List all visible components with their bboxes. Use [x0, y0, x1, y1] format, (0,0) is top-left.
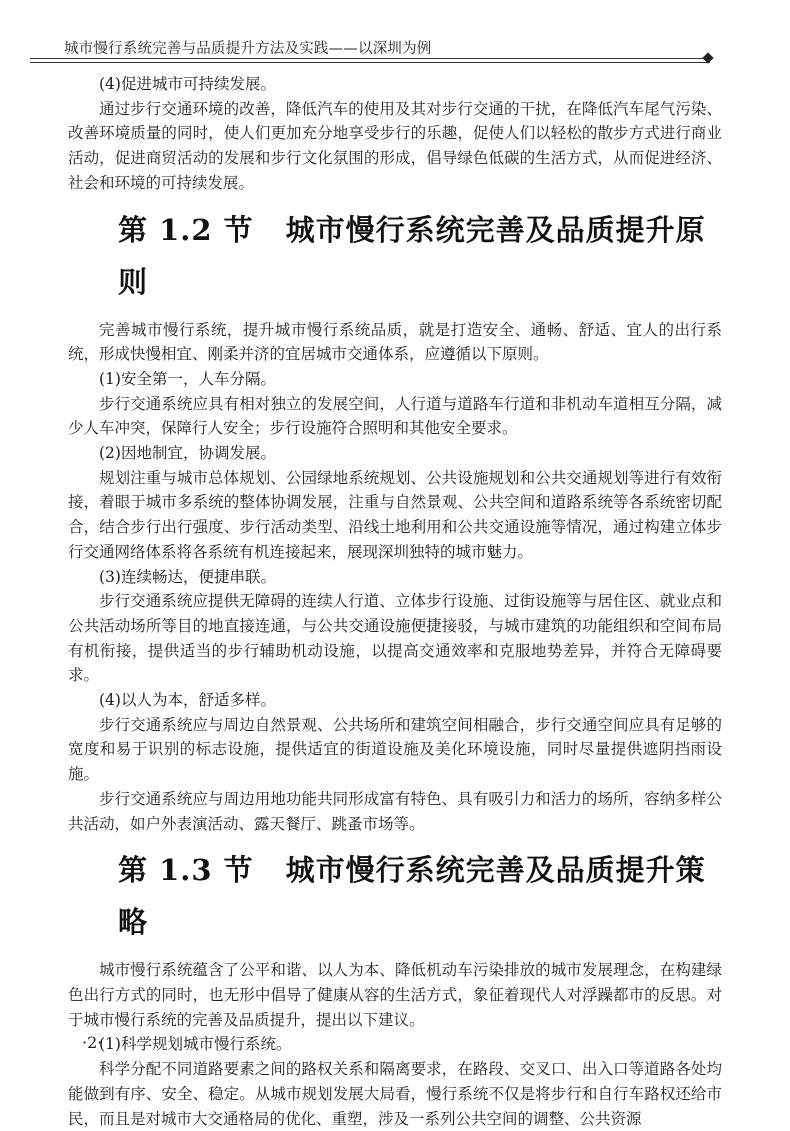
section-title: 城市慢行系统完善及品质提升原则 [118, 212, 706, 299]
page-number: ·2· [82, 1033, 103, 1052]
section-heading [68, 844, 722, 948]
section-number: 第 1.2 节 [118, 212, 254, 247]
list-item-heading: (1)安全第一，人车分隔。 [99, 369, 276, 388]
paragraph: 步行交通系统应与周边用地功能共同形成富有特色、具有吸引力和活力的场所，容纳多样公共活动，如户外表演活动、露天餐厅、跳蚤市场等。 [68, 789, 722, 833]
paragraph: 通过步行交通环境的改善，降低汽车的使用及其对步行交通的干扰，在降低汽车尾气污染、改善环境质量的同时，使人们更加充分地享受步行的乐趣，促使人们以轻松的散步方式进行商业活动，促进商贸活动的发展和步行文化氛围的形成，倡导绿色低碳的生活方式，从而促进经济、社会和环境的可持续发展。 [68, 99, 722, 192]
body-text [68, 72, 722, 1131]
paragraph: 城市慢行系统蕴含了公平和谐、以人为本、降低机动车污染排放的城市发展理念，在构建绿色出行方式的同时，也无形中倡导了健康从容的生活方式，象征着现代人对浮躁都市的反思。对于城市慢行系统的完善及品质提升，提出以下建议。 [68, 961, 722, 1029]
header-rule [30, 58, 710, 63]
list-item-heading: (4)促进城市可持续发展。 [99, 75, 276, 93]
list-item-heading: (2)因地制宜，协调发展。 [99, 444, 276, 463]
list-item-heading: (1)科学规划城市慢行系统。 [99, 1035, 292, 1054]
section-title: 城市慢行系统完善及品质提升策略 [118, 853, 706, 940]
list-item-heading: (3)连续畅达，便捷串联。 [99, 567, 276, 586]
paragraph: 步行交通系统应提供无障碍的连续人行道、立体步行设施、过街设施等与居住区、就业点和公共活动场所等目的地直接连通，与公共交通设施便捷接驳，与城市建筑的功能组织和空间布局有机衔接，提供适当的步行辅助机动设施，以提高交通效率和克服地势差异，并符合无障碍要求。 [68, 592, 722, 685]
running-header: 城市慢行系统完善与品质提升方法及实践——以深圳为例 [64, 41, 432, 57]
list-item-heading: (4)以人为本，舒适多样。 [99, 691, 276, 710]
paragraph: 规划注重与城市总体规划、公园绿地系统规划、公共设施规划和公共交通规划等进行有效衔接，着眼于城市多系统的整体协调发展，注重与自然景观、公共空间和道路系统等各系统密切配合，结合步行出行强度、步行活动类型、沿线土地利用和公共交通设施等情况，通过构建立体步行交通网络体系将各系统有机连接起来，展现深圳独特的城市魅力。 [68, 468, 722, 561]
section-heading [68, 204, 722, 308]
paragraph: 步行交通系统应具有相对独立的发展空间，人行道与道路车行道和非机动车道相互分隔，减少人车冲突，保障行人安全；步行设施符合照明和其他安全要求。 [68, 394, 722, 438]
section-number: 第 1.3 节 [118, 853, 254, 888]
paragraph: 完善城市慢行系统，提升城市慢行系统品质，就是打造安全、通畅、舒适、宜人的出行系统，形成快慢相宜、刚柔并济的宜居城市交通体系，应遵循以下原则。 [68, 320, 722, 364]
paragraph: 步行交通系统应与周边自然景观、公共场所和建筑空间相融合，步行交通空间应具有足够的宽度和易于识别的标志设施，提供适宜的街道设施及美化环境设施，同时尽量提供遮阴挡雨设施。 [68, 715, 722, 784]
paragraph: 科学分配不同道路要素之间的路权关系和隔离要求，在路段、交叉口、出入口等道路各处均能做到有序、安全、稳定。从城市规划发展大局看，慢行系统不仅是将步行和自行车路权还给市民，而且是对城市大交通格局的优化、重塑，涉及一系列公共空间的调整、公共资源 [68, 1060, 722, 1128]
